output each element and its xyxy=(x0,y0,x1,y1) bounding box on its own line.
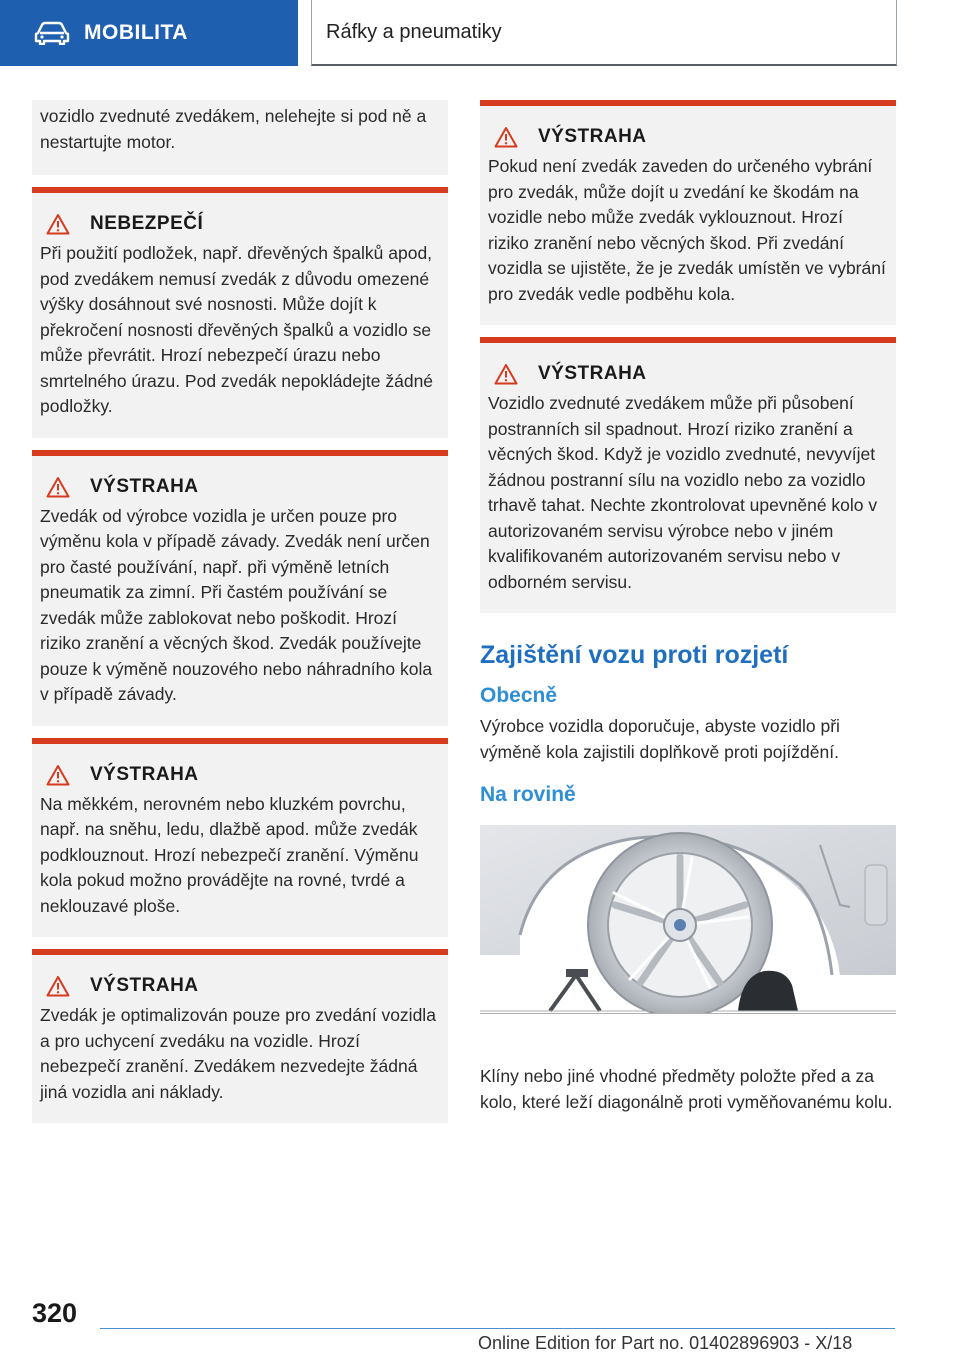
warning-title: VÝSTRAHA xyxy=(90,763,199,785)
wheel-illustration xyxy=(480,825,896,1013)
warning-triangle-icon xyxy=(46,764,70,786)
warning-triangle-icon xyxy=(46,476,70,498)
warning-text: Zvedák je optimalizován pouze pro zvedání vozidla a pro uchycení zvedáku na vozidle. Hrozí nebezpečí zranění. Zvedákem nezvedejte žádná jiná vozidla ani náklady. xyxy=(40,1005,436,1102)
warning-text: Zvedák od výrobce vozidla je určen pouze pro výměnu kola v případě závady. Zvedák není určen pro časté používání, např. při výměně letních pneumatik za zimní. Při častém používání se zvedák může zablokovat nebo poškodit. Hrozí riziko zranění a věcných škod. Zvedák používejte pouze k výměně nouzového nebo náhradního kola v případě závady. xyxy=(40,505,433,704)
right-column xyxy=(480,100,896,1115)
footer-rule xyxy=(100,1328,895,1329)
warning-triangle-icon xyxy=(494,126,518,148)
warning-box xyxy=(480,337,896,613)
section-title: Ráfky a pneumatiky xyxy=(326,20,502,43)
warning-triangle-icon xyxy=(494,363,518,385)
warning-title: VÝSTRAHA xyxy=(538,363,647,384)
edition-note: Online Edition for Part no. 01402896903 - X/18 xyxy=(478,1333,853,1353)
subsection-heading: Na rovině xyxy=(480,783,576,806)
car-icon xyxy=(34,21,70,45)
warning-box xyxy=(32,738,448,938)
wheel-chock-illustration xyxy=(480,825,896,1014)
warning-text: Na měkkém, nerovném nebo kluzkém povrchu, např. na sněhu, ledu, dlažbě apod. může zvedák podklouznout. Hrozí nebezpečí zranění. Výměnu kola pokud možno provádějte na rovné, tvrdé a neklouzavé ploše. xyxy=(40,793,419,916)
warning-box xyxy=(32,450,448,726)
subsection-heading: Obecně xyxy=(480,684,558,707)
section-header xyxy=(311,0,897,66)
warning-text: Pokud není zvedák zaveden do určeného vybrání pro zvedák, může dojít u zvedání ke škodám na vozidle nebo může zvedák vyklouznout. Hrozí riziko zranění nebo věcných škod. Při zvedání vozidla se ujistěte, že je zvedák umístěn ve vybrání pro zvedák vedle podběhu kola. xyxy=(488,156,886,304)
warning-title: VÝSTRAHA xyxy=(90,975,199,996)
danger-box xyxy=(32,187,448,438)
page-number: 320 xyxy=(32,1298,78,1328)
warning-triangle-icon xyxy=(46,213,70,235)
chapter-tab xyxy=(0,0,298,66)
warning-title: VÝSTRAHA xyxy=(90,475,199,497)
warning-text: Vozidlo zvednuté zvedákem může při působení postranních sil spadnout. Hrozí riziko zranění a věcných škod. Když je vozidlo zvednuté, nevyvíjet žádnou postranní sílu na vozidlo nebo za vozidlo trhavě tahat. Nechte zkontrolovat upevněné kolo v autorizovaném servisu výrobce nebo v jiném kvalifikovaném autorizovaném servisu nebo v odborném servisu. xyxy=(488,393,878,592)
continuation-box xyxy=(32,100,448,175)
warning-box xyxy=(32,949,448,1123)
section-heading: Zajištění vozu proti rozjetí xyxy=(480,641,789,669)
warning-title: VÝSTRAHA xyxy=(538,126,647,147)
left-column xyxy=(32,100,448,1123)
chapter-title: MOBILITA xyxy=(84,21,188,44)
warning-box xyxy=(480,100,896,325)
warning-triangle-icon xyxy=(46,975,70,997)
body-text: Výrobce vozidla doporučuje, abyste vozidlo při výměně kola zajistili doplňkově proti pojíždění. xyxy=(480,716,840,762)
warning-title: NEBEZPEČÍ xyxy=(90,213,204,234)
continuation-text: vozidlo zvednuté zvedákem, nelehejte si pod ně a nestartujte motor. xyxy=(40,106,427,152)
warning-text: Při použití podložek, např. dřevěných špalků apod, pod zvedákem nemusí zvedák z důvodu omezené výšky dosáhnout své nosnosti. Může dojít k překročení nosnosti dřevěných špalků a vozidlo se může převrátit. Hrozí nebezpečí úrazu nebo smrtelného úrazu. Pod zvedák nepokládejte žádné podložky. xyxy=(40,243,434,416)
figure-caption: Klíny nebo jiné vhodné předměty položte před a za kolo, které leží diagonálně proti vyměňovanému kolu. xyxy=(480,1066,893,1112)
